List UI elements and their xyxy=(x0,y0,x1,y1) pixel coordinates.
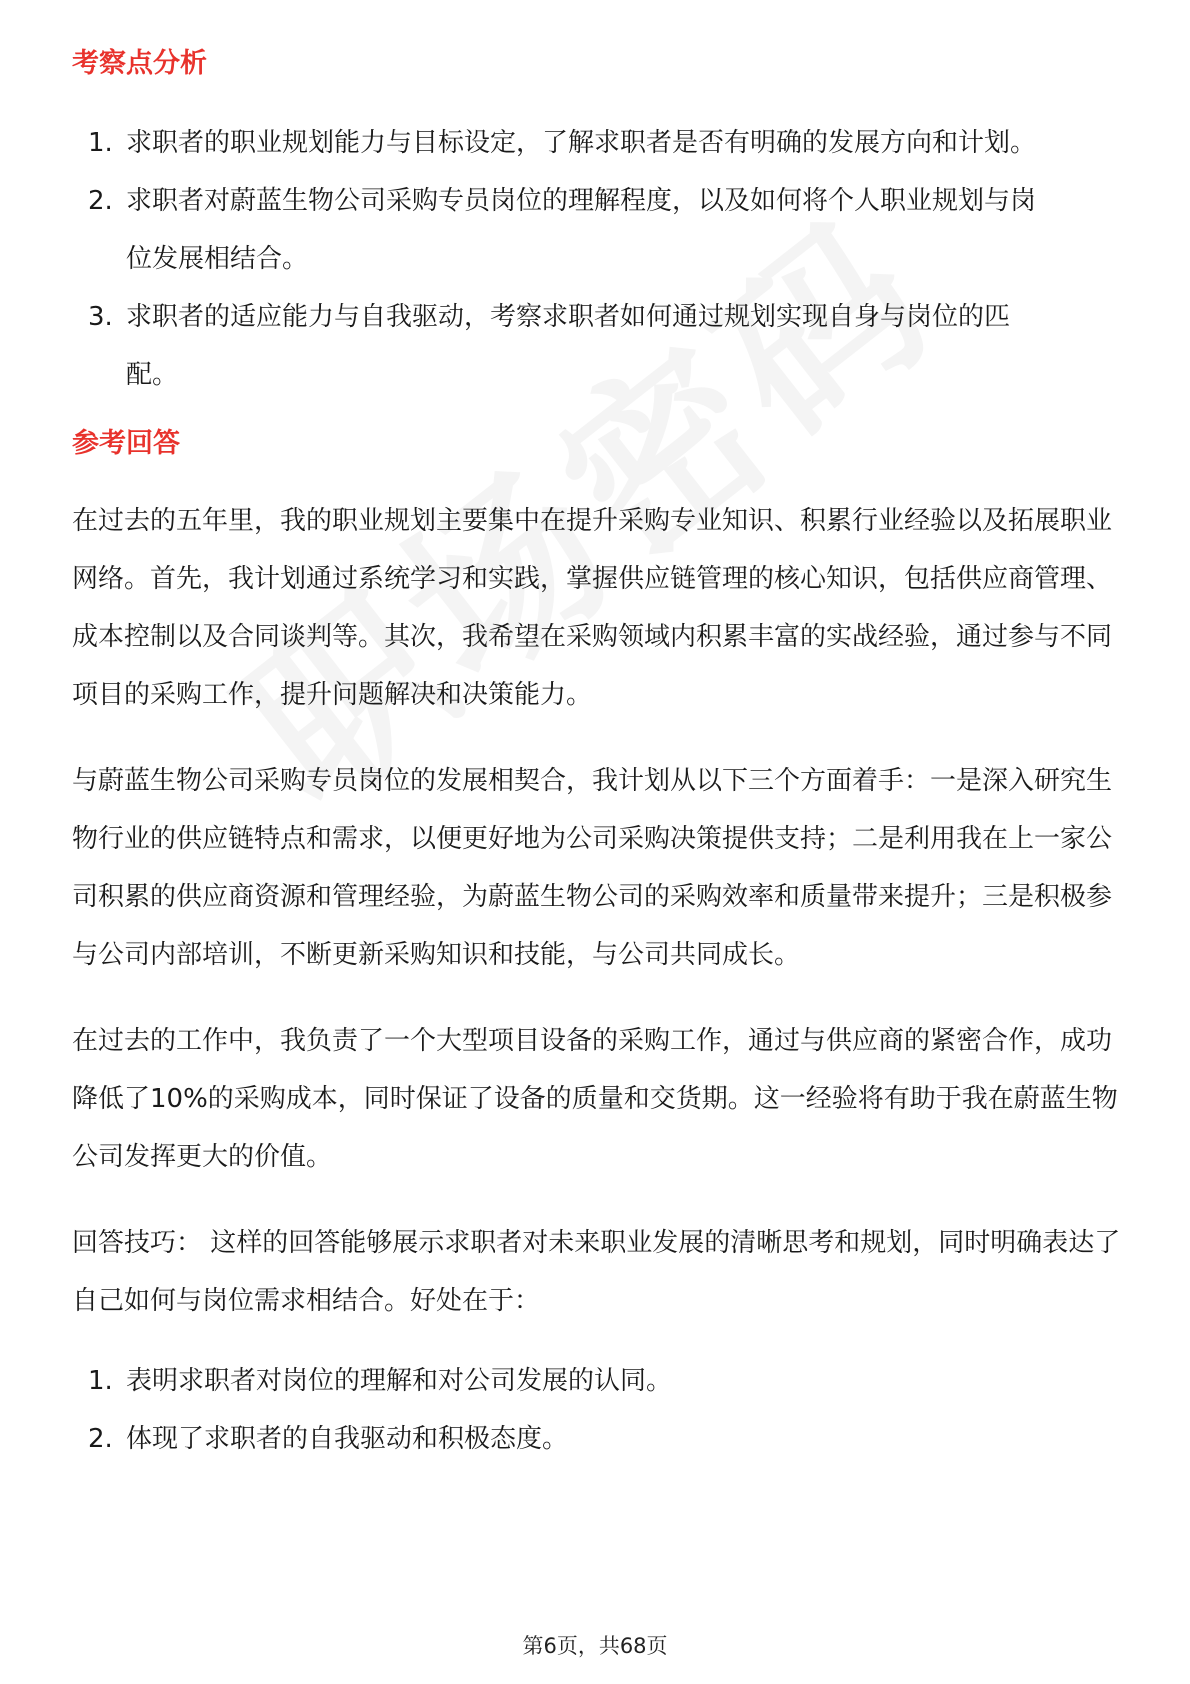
page-content xyxy=(72,44,1122,1468)
answer-heading: 参考回答 xyxy=(72,428,180,459)
list-item-text: 求职者对蔚蓝生物公司采购专员岗位的理解程度，以及如何将个人职业规划与岗位发展相结合。 xyxy=(126,186,1037,274)
list-item-number: 2. xyxy=(88,186,113,216)
answer-paragraph: 在过去的工作中，我负责了一个大型项目设备的采购工作，通过与供应商的紧密合作，成功降低了10%的采购成本，同时保证了设备的质量和交货期。这一经验将有助于我在蔚蓝生物公司发挥更大的价值。 xyxy=(72,1026,1118,1172)
analysis-list xyxy=(72,114,1122,404)
list-item-number: 1. xyxy=(88,1366,113,1396)
list-item xyxy=(72,1410,1122,1468)
list-item-text: 求职者的职业规划能力与目标设定，了解求职者是否有明确的发展方向和计划。 xyxy=(126,128,1037,158)
page-number: 第6页，共68页 xyxy=(522,1634,668,1658)
answer-paragraph: 与蔚蓝生物公司采购专员岗位的发展相契合，我计划从以下三个方面着手：一是深入研究生物行业的供应链特点和需求，以便更好地为公司采购决策提供支持；二是利用我在上一家公司积累的供应商资源和管理经验，为蔚蓝生物公司的采购效率和质量带来提升；三是积极参与公司内部培训，不断更新采购知识和技能，与公司共同成长。 xyxy=(72,766,1113,970)
list-item-text: 表明求职者对岗位的理解和对公司发展的认同。 xyxy=(126,1366,673,1396)
list-item xyxy=(72,288,1056,404)
analysis-heading: 考察点分析 xyxy=(72,48,207,79)
answer-tips-paragraph: 回答技巧： 这样的回答能够展示求职者对未来职业发展的清晰思考和规划，同时明确表达了自己如何与岗位需求相结合。好处在于： xyxy=(72,1228,1121,1316)
list-item xyxy=(72,114,1056,172)
list-item-text: 体现了求职者的自我驱动和积极态度。 xyxy=(126,1424,569,1454)
list-item-text: 求职者的适应能力与自我驱动，考察求职者如何通过规划实现自身与岗位的匹配。 xyxy=(126,302,1011,390)
benefit-list xyxy=(72,1352,1122,1468)
answer-paragraph: 在过去的五年里，我的职业规划主要集中在提升采购专业知识、积累行业经验以及拓展职业网络。首先，我计划通过系统学习和实践，掌握供应链管理的核心知识，包括供应商管理、成本控制以及合同谈判等。其次，我希望在采购领域内积累丰富的实战经验，通过参与不同项目的采购工作，提升问题解决和决策能力。 xyxy=(72,506,1113,710)
list-item xyxy=(72,172,1056,288)
list-item-number: 3. xyxy=(88,302,113,332)
list-item-number: 1. xyxy=(88,128,113,158)
list-item-number: 2. xyxy=(88,1424,113,1454)
list-item xyxy=(72,1352,1122,1410)
